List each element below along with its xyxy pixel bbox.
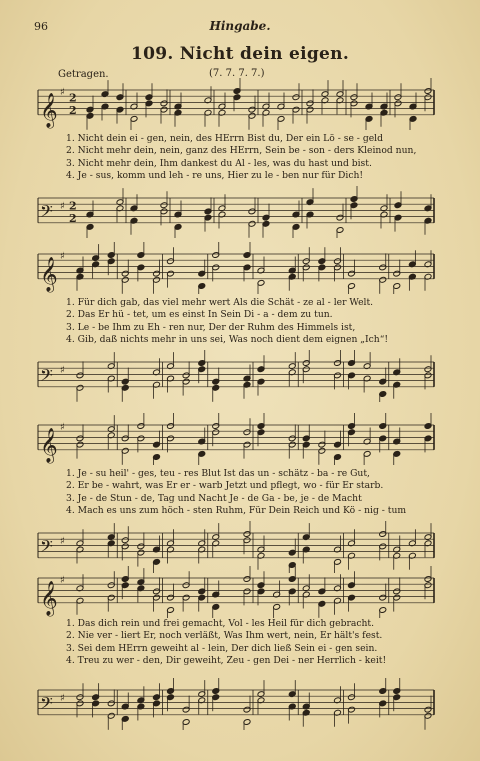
bass-clef-icon: 𝄢 — [40, 200, 53, 225]
page-number: 96 — [34, 20, 48, 33]
lyric-verse-1: 1. Nicht dein ei - gen, nein, des HErrn Bist du, Der ein Lö - se - geld — [66, 133, 383, 144]
lyric-verse-3: 3. Le - be Ihm zu Eh - ren nur, Der der Ruhm des Himmels ist, — [66, 321, 356, 333]
bass-staff — [30, 186, 440, 238]
sharp-icon: ♯ — [60, 251, 65, 262]
lyric-verse-1: 1. Je - su heil' - ges, teu - res Blut Ist das un - schätz - ba - re Gut, — [66, 468, 370, 479]
lyric-verse-1: 1. Das dich rein und frei gemacht, Vol - les Heil für dich gebracht. — [66, 618, 375, 629]
tempo-marking: Getragen. — [58, 69, 109, 80]
time-signature-bottom: 2 — [69, 211, 77, 225]
lyric-verse-1: 1. Für dich gab, das viel mehr wert Als die Schät - ze al - ler Welt. — [66, 297, 374, 308]
sharp-icon: ♯ — [60, 87, 65, 98]
treble-clef-icon: 𝄞 — [40, 256, 58, 292]
lyric-verse-2: 2. Das Er hü - tet, um es einst In Sein Di - a - dem zu tun. — [66, 309, 333, 321]
bass-clef-icon: 𝄢 — [40, 692, 53, 717]
time-signature-top: 2 — [69, 91, 77, 105]
time-signature-top: 2 — [69, 199, 77, 213]
running-title: Hingabe. — [209, 19, 271, 33]
meter-marking: (7. 7. 7. 7.) — [209, 68, 265, 79]
lyrics-block — [66, 618, 466, 667]
treble-clef-icon: 𝄞 — [40, 92, 58, 128]
treble-clef-icon: 𝄞 — [40, 580, 58, 616]
lyric-verse-3: 3. Sei dem HErrn geweiht al - lein, Der dich ließ Sein ei - gen sein. — [66, 642, 378, 654]
music-system-3 — [30, 413, 440, 565]
music-system-1 — [30, 78, 440, 230]
bass-staff — [30, 350, 440, 402]
lyric-verse-2: 2. Er be - wahrt, was Er er - warb Jetzt und pflegt, wo - für Er starb. — [66, 480, 384, 492]
lyric-verse-2: 2. Nicht mehr dein, nein, ganz des HErrn, Sein be - son - ders Kleinod nun, — [66, 145, 417, 157]
lyric-verse-4: 4. Treu zu wer - den, Dir geweiht, Zeu - gen Dei - ner Herrlich - keit! — [66, 654, 387, 666]
treble-staff — [30, 413, 440, 465]
treble-staff — [30, 78, 440, 130]
sharp-icon: ♯ — [60, 536, 65, 547]
treble-clef-icon: 𝄞 — [40, 427, 58, 463]
lyric-verse-4: 4. Gib, daß nichts mehr in uns sei, Was noch dient dem eignen „Ich“! — [66, 333, 389, 345]
sharp-icon: ♯ — [60, 365, 65, 376]
sharp-icon: ♯ — [60, 201, 65, 212]
lyrics-block — [66, 297, 466, 346]
lyrics-block — [66, 133, 466, 182]
music-system-2 — [30, 242, 440, 394]
sharp-icon: ♯ — [60, 693, 65, 704]
lyric-verse-2: 2. Nie ver - liert Er, noch verläßt, Was Ihm wert, nein, Er hält's fest. — [66, 630, 383, 642]
time-signature-bottom: 2 — [69, 103, 77, 117]
bass-clef-icon: 𝄢 — [40, 364, 53, 389]
sharp-icon: ♯ — [60, 422, 65, 433]
treble-staff — [30, 242, 440, 294]
lyric-verse-3: 3. Je - de Stun - de, Tag und Nacht Je - de Ga - be, je - de Macht — [66, 492, 362, 504]
lyric-verse-3: 3. Nicht mehr dein, Ihm dankest du Al - les, was du hast und bist. — [66, 157, 372, 169]
lyrics-block — [66, 468, 466, 517]
bass-clef-icon: 𝄢 — [40, 535, 53, 560]
sharp-icon: ♯ — [60, 575, 65, 586]
music-system-4 — [30, 566, 440, 746]
lyric-verse-4: 4. Je - sus, komm und leh - re uns, Hier zu le - ben nur für Dich! — [66, 169, 364, 181]
lyric-verse-4: 4. Mach es uns zum höch - sten Ruhm, Für Dein Reich und Kö - nig - tum — [66, 504, 407, 516]
hymn-title: 109. Nicht dein eigen. — [130, 44, 350, 64]
treble-staff — [30, 566, 440, 618]
bass-staff — [30, 678, 440, 730]
